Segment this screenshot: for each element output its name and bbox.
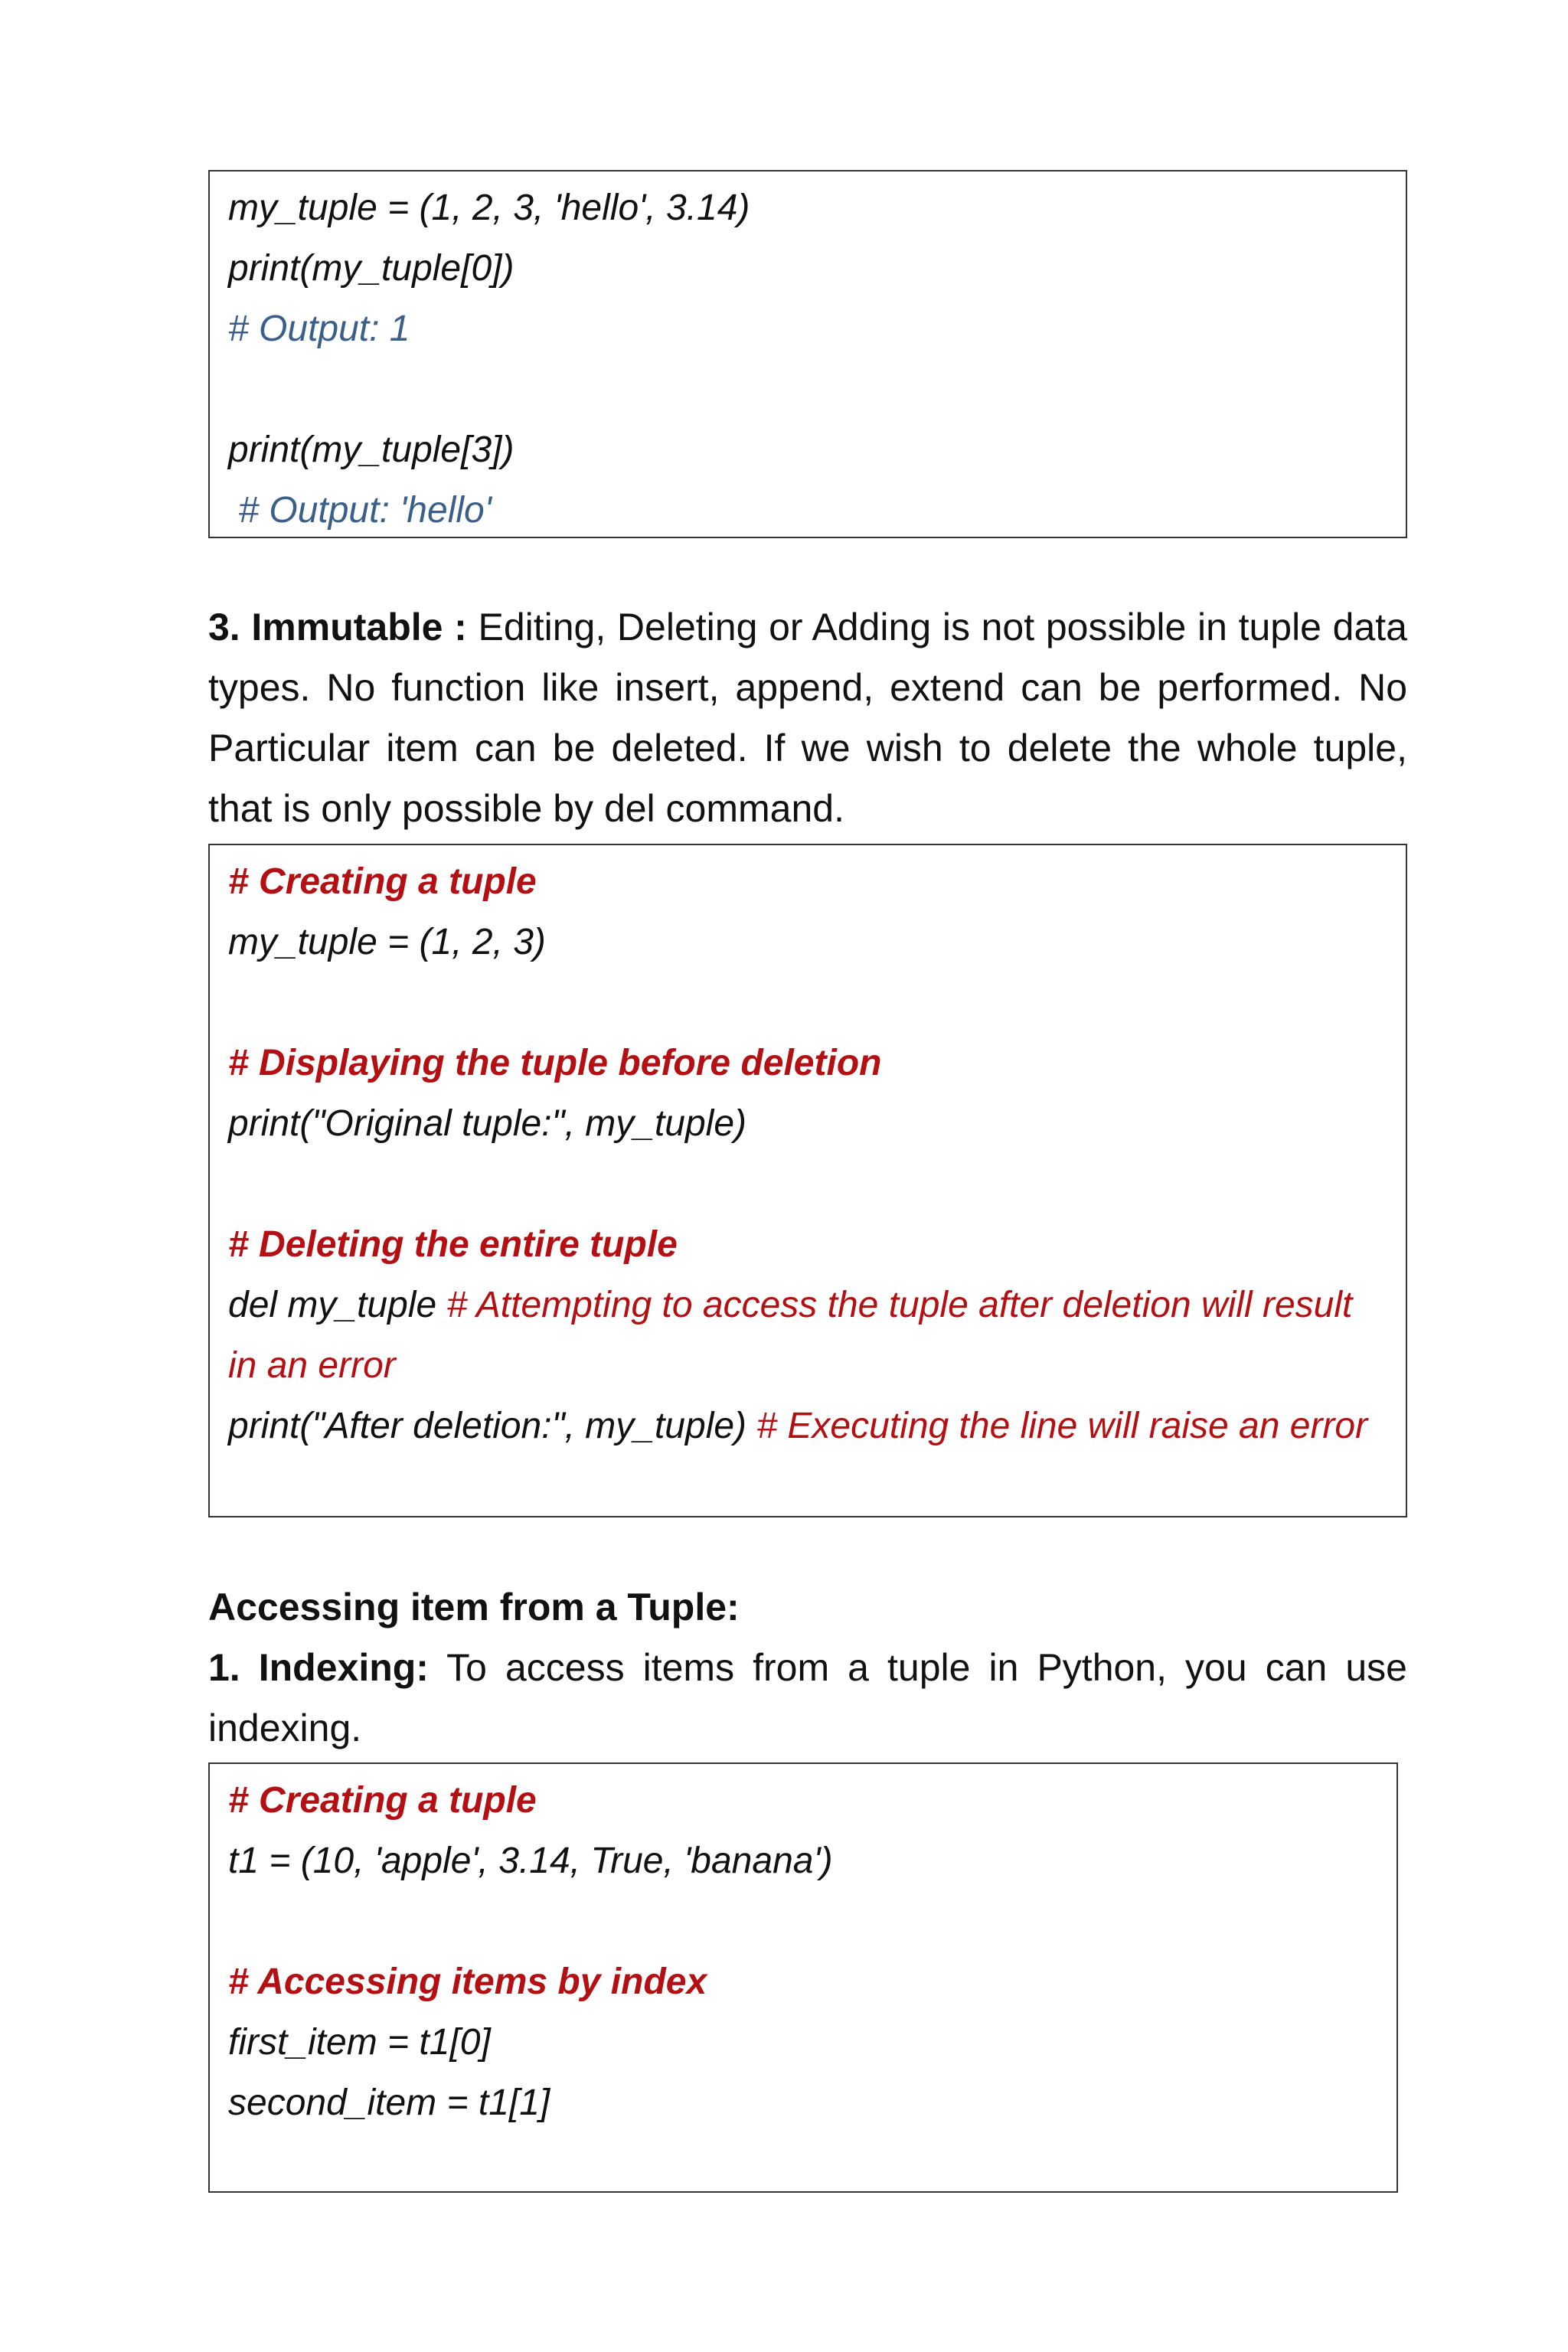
immutable-text: Editing, Deleting or Adding is not possible in tuple data types. No function like insert, append, extend can be performed. No Particular item can be deleted. If we wish to delete the whole tuple, that is only possible by del command. — [208, 606, 1407, 830]
code-after-comment: # Executing the line will raise an error — [756, 1406, 1368, 1446]
code-line: my_tuple = (1, 2, 3) — [228, 922, 546, 962]
code-block-tuple-indexing-example — [208, 170, 1407, 538]
code-block-access-by-index-example — [208, 1762, 1398, 2193]
code-block-tuple-deletion-example — [208, 844, 1407, 1517]
indexing-text: To access items from a tuple in Python, you can use indexing. — [208, 1646, 1407, 1749]
indexing-label: 1. Indexing: — [208, 1646, 429, 1689]
blank-line — [228, 972, 1406, 1033]
immutable-paragraph — [208, 597, 1407, 839]
code-line: t1 = (10, 'apple', 3.14, True, 'banana') — [228, 1841, 833, 1881]
code-comment: # Creating a tuple — [228, 861, 537, 902]
blank-line — [228, 1891, 1396, 1952]
section-heading: Accessing item from a Tuple: — [208, 1586, 740, 1628]
code-line: my_tuple = (1, 2, 3, 'hello', 3.14) — [228, 188, 750, 228]
code-comment: # Accessing items by index — [228, 1962, 707, 2002]
code-del-comment: # Attempting to access the tuple after deletion will result in an error — [228, 1285, 1353, 1386]
immutable-label: 3. Immutable : — [208, 606, 467, 648]
code-line: first_item = t1[0] — [228, 2022, 491, 2063]
blank-line — [228, 359, 1406, 420]
code-line: print("Original tuple:", my_tuple) — [228, 1103, 747, 1144]
code-line: print(my_tuple[0]) — [228, 248, 514, 289]
indexing-paragraph — [208, 1638, 1407, 1759]
code-comment: # Output: 1 — [228, 309, 410, 349]
code-line: print(my_tuple[3]) — [228, 430, 514, 470]
code-line-del — [228, 1275, 1377, 1396]
blank-line — [228, 1154, 1406, 1214]
code-del-statement: del my_tuple — [228, 1285, 447, 1325]
code-after-statement: print("After deletion:", my_tuple) — [228, 1406, 757, 1446]
code-comment: # Displaying the tuple before deletion — [228, 1043, 882, 1083]
code-comment: # Creating a tuple — [228, 1780, 537, 1821]
code-comment: # Output: 'hello' — [228, 490, 492, 531]
code-comment: # Deleting the entire tuple — [228, 1224, 678, 1265]
code-line-after-deletion — [228, 1396, 1392, 1456]
code-line: second_item = t1[1] — [228, 2082, 550, 2123]
